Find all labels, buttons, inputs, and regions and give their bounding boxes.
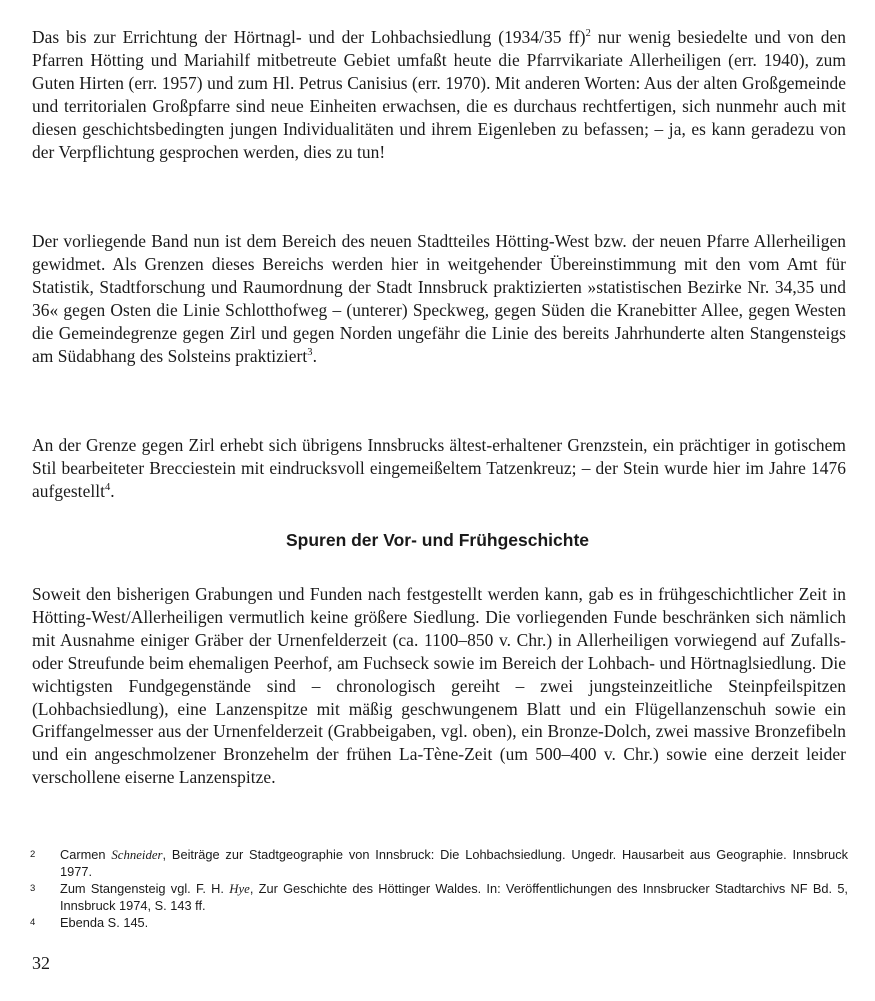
page-number: 32 bbox=[32, 953, 50, 973]
footnote-text bbox=[60, 881, 848, 915]
footnote-text bbox=[60, 915, 848, 932]
paragraph-text-cont: . bbox=[110, 480, 115, 501]
footnote-3 bbox=[28, 881, 848, 915]
paragraph-prehistory bbox=[32, 583, 846, 789]
footnote-text-part: Ebenda S. 145. bbox=[60, 914, 149, 930]
footnote-number: 4 bbox=[30, 916, 36, 928]
footnote-2 bbox=[28, 847, 848, 881]
footnote-ref[interactable]: 3 bbox=[307, 346, 313, 358]
footnote-text-part: , Zur Geschichte des Höttinger Waldes. In: Veröffentlichungen des Innsbrucker Stadtarchivs NF Bd. 5, Innsbruck 1974, S. 143 ff. bbox=[60, 880, 848, 913]
footnote-text bbox=[60, 847, 848, 881]
paragraph-text-cont: . bbox=[312, 345, 317, 366]
paragraph-intro bbox=[32, 26, 846, 163]
footnote-text-part: , Beiträge zur Stadtgeographie von Innsbruck: Die Lohbachsiedlung. Ungedr. Hausarbeit aus Geographie. Innsbruck 1977. bbox=[60, 847, 848, 879]
paragraph-text: An der Grenze gegen Zirl erhebt sich übrigens Innsbrucks ältest-erhaltener Grenzstein, ein prächtiger in gotischem Stil bearbeiteter Brecciestein mit eindrucksvoll eingemeißeltem Tatzenkreuz; – der Stein wurde hier im Jahre 1476 aufgestellt bbox=[32, 435, 846, 501]
footnote-ref[interactable]: 2 bbox=[585, 28, 591, 40]
section-heading: Spuren der Vor- und Frühgeschichte bbox=[285, 530, 590, 550]
paragraph-text: Soweit den bisherigen Grabungen und Funden nach festgestellt werden kann, gab es in frühgeschichtlicher Zeit in Hötting-West/Allerheiligen vermutlich keine größere Siedlung. Die vorliegenden Funde beschränken sich nämlich mit Ausnahme einiger Gräber der Urnenfelderzeit (ca. 1100–850 v. Chr.) in Allerheiligen vorwiegend auf Zufalls- oder Streufunde beim ehemaligen Peerhof, am Fuchseck sowie im Bereich der Lohbach- und Hörtnaglsiedlung. Die wichtigsten Fundgegenstände sind – chronologisch gereiht – zwei jungsteinzeitliche Steinpfeilspitzen (Lohbachsiedlung), eine Lanzenspitze mit mäßig geschwungenem Blatt und ein Flügellanzenschuh sowie ein Griffangelmesser aus der Urnenfelderzeit (Grabbeigaben, vgl. oben), ein Bronze-Dolch, zwei massive Bronzefibeln und ein angeschmolzener Bronzehelm der frühen La-Tène-Zeit (um 500–400 v. Chr.) sowie eine derzeit leider verschollene eiserne Lanzenspitze. bbox=[32, 584, 846, 788]
footnote-author: Schneider bbox=[111, 848, 163, 862]
footnote-text-part: Zum Stangensteig vgl. F. H. bbox=[60, 880, 230, 896]
footnote-ref[interactable]: 4 bbox=[104, 482, 111, 494]
paragraph-text-cont: nur wenig besiedelte und von den Pfarren Hötting und Mariahilf mitbetreute Gebiet umfaßt heute die Pfarrvikariate Allerheiligen (err. 1940), zum Guten Hirten (err. 1957) und zum Hl. Petrus Canisius (err. 1970). Mit anderen Worten: Aus der alten Großgemeinde und territorialen Großpfarre sind neue Einheiten erwachsen, die es durchaus rechtfertigen, sich nunmehr auch mit diesen geschichtsbedingten jungen Individualitäten und ihrem Eigenleben zu befassen; – ja, es kann geradezu von der Verpflichtung gesprochen werden, dies zu tun! bbox=[32, 27, 846, 162]
footnote-4 bbox=[28, 915, 848, 932]
footnote-number: 3 bbox=[30, 882, 36, 894]
footnote-text-part: Carmen bbox=[60, 847, 112, 862]
paragraph-boundaries bbox=[32, 230, 846, 367]
paragraph-boundary-stone bbox=[32, 434, 846, 503]
footnote-number: 2 bbox=[30, 849, 36, 860]
paragraph-text: Der vorliegende Band nun ist dem Bereich des neuen Stadtteiles Hötting-West bzw. der neuen Pfarre Allerheiligen gewidmet. Als Grenzen dieses Bereichs werden hier in weitgehender Übereinstimmung mit den vom Amt für Statistik, Stadtforschung und Raumordnung der Stadt Innsbruck praktizierten »statistischen Bezirke Nr. 34,35 und 36« gegen Osten die Linie Schlotthofweg – (unterer) Speckweg, gegen Süden die Kranebitter Allee, gegen Westen die Gemeindegrenze gegen Zirl und gegen Norden ungefähr die Linie des bereits Jahrhunderte alten Stangensteigs am Südabhang des Solsteins praktiziert bbox=[32, 231, 846, 366]
footnotes bbox=[28, 847, 848, 932]
footnote-author: Hye bbox=[229, 881, 250, 896]
paragraph-text: Das bis zur Errichtung der Hörtnagl- und der Lohbachsiedlung (1934/35 ff) bbox=[32, 27, 586, 47]
